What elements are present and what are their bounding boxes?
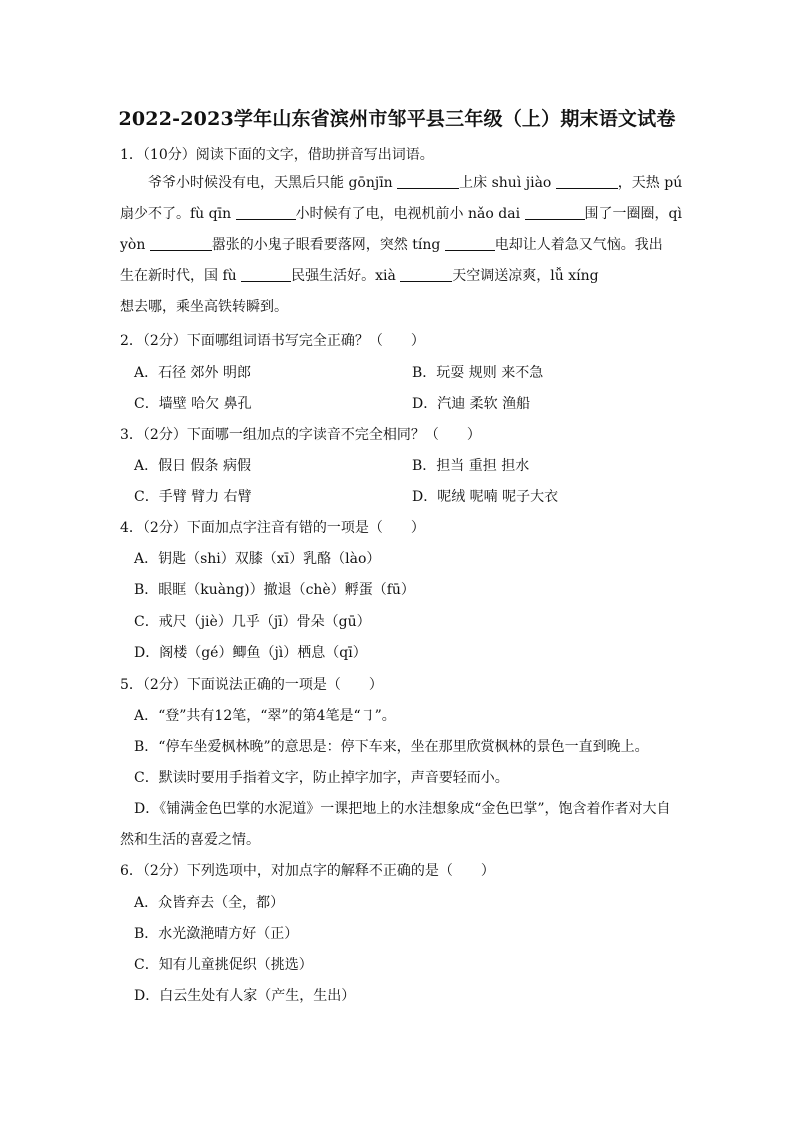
answer-blank[interactable] [445, 236, 495, 251]
q4-option-a[interactable]: A．钥匙（shi）双膝（xī）乳酪（lào） [134, 551, 381, 567]
q5-option-d-line-2: 然和生活的喜爱之情。 [120, 832, 260, 848]
q3-option-b[interactable]: B．担当 重担 担水 [412, 458, 530, 474]
answer-blank[interactable] [150, 236, 212, 251]
q1-line-5: 想去哪，乘坐高铁转瞬到。 [120, 299, 288, 315]
q3-option-c[interactable]: C．手臂 臂力 右臂 [134, 489, 252, 505]
q1-line-2: 扇少不了。fù qīn 小时候有了电，电视机前小 nǎo dai 围了一圈圈，qì [120, 206, 682, 222]
q4-option-d[interactable]: D．阁楼（gé）鲫鱼（jì）栖息（qī） [134, 645, 367, 661]
q1-line-3: yòn 嚣张的小鬼子眼看要落网，突然 tíng 电却让人着急又气恼。我出 [120, 237, 663, 253]
q5-option-a[interactable]: A．“登”共有12笔，“翠”的第4笔是“㇆”。 [134, 708, 396, 724]
q6-option-b[interactable]: B．水光潋滟晴方好（正） [134, 926, 299, 942]
q2-option-d[interactable]: D．汽迪 柔软 渔船 [412, 396, 531, 412]
q1-stem: 1．（10分）阅读下面的文字，借助拼音写出词语。 [120, 147, 434, 163]
q1-line-1: 爷爷小时候没有电，天黑后只能 gōnjīn 上床 shuì jiào ，天热 pú [148, 175, 683, 191]
q6-option-d[interactable]: D．白云生处有人家（产生，生出） [134, 988, 356, 1004]
q4-option-b[interactable]: B．眼眶（kuàng)）撤退（chè）孵蛋（fū） [134, 582, 415, 598]
answer-blank[interactable] [241, 267, 291, 282]
answer-blank[interactable] [556, 174, 618, 189]
page-title: 2022-2023学年山东省滨州市邹平县三年级（上）期末语文试卷 [118, 108, 676, 130]
answer-blank[interactable] [525, 205, 585, 220]
answer-blank[interactable] [400, 267, 452, 282]
q3-stem: 3．（2分）下面哪一组加点的字读音不完全相同？（ ） [120, 427, 481, 443]
q4-option-c[interactable]: C．戒尺（jiè）几乎（jī）骨朵（gū） [134, 614, 371, 630]
q2-option-a[interactable]: A．石径 郊外 明郎 [134, 365, 252, 381]
q2-option-c[interactable]: C．墙壁 哈欠 鼻孔 [134, 396, 252, 412]
q6-option-a[interactable]: A．众皆弃去（全，都） [134, 895, 285, 911]
answer-blank[interactable] [397, 174, 459, 189]
q5-option-b[interactable]: B．“停车坐爱枫林晚”的意思是：停下车来，坐在那里欣赏枫林的景色一直到晚上。 [134, 739, 649, 755]
q1-line-4: 生在新时代，国 fù 民强生活好。xià 天空调送凉爽，lǚ xíng [120, 268, 599, 284]
q5-option-d-line-1: D．《铺满金色巴掌的水泥道》一课把地上的水洼想象成“金色巴掌”，饱含着作者对大自 [134, 801, 671, 817]
q5-option-d[interactable] [120, 794, 679, 856]
q2-option-b[interactable]: B．玩耍 规则 来不急 [412, 365, 544, 381]
q3-option-d[interactable]: D．呢绒 呢喃 呢子大衣 [412, 489, 559, 505]
q5-option-c[interactable]: C．默读时要用手指着文字，防止掉字加字，声音要轻而小。 [134, 770, 509, 786]
q6-option-c[interactable]: C．知有儿童挑促织（挑选） [134, 957, 313, 973]
q2-stem: 2．（2分）下面哪组词语书写完全正确？（ ） [120, 333, 425, 349]
q3-option-a[interactable]: A．假日 假条 病假 [134, 458, 252, 474]
answer-blank[interactable] [236, 205, 296, 220]
q4-stem: 4．（2分）下面加点字注音有错的一项是（ ） [120, 520, 425, 536]
q6-stem: 6．（2分）下列选项中，对加点字的解释不正确的是（ ） [120, 863, 495, 879]
q5-stem: 5．（2分）下面说法正确的一项是（ ） [120, 677, 383, 693]
q1-passage [120, 168, 683, 323]
